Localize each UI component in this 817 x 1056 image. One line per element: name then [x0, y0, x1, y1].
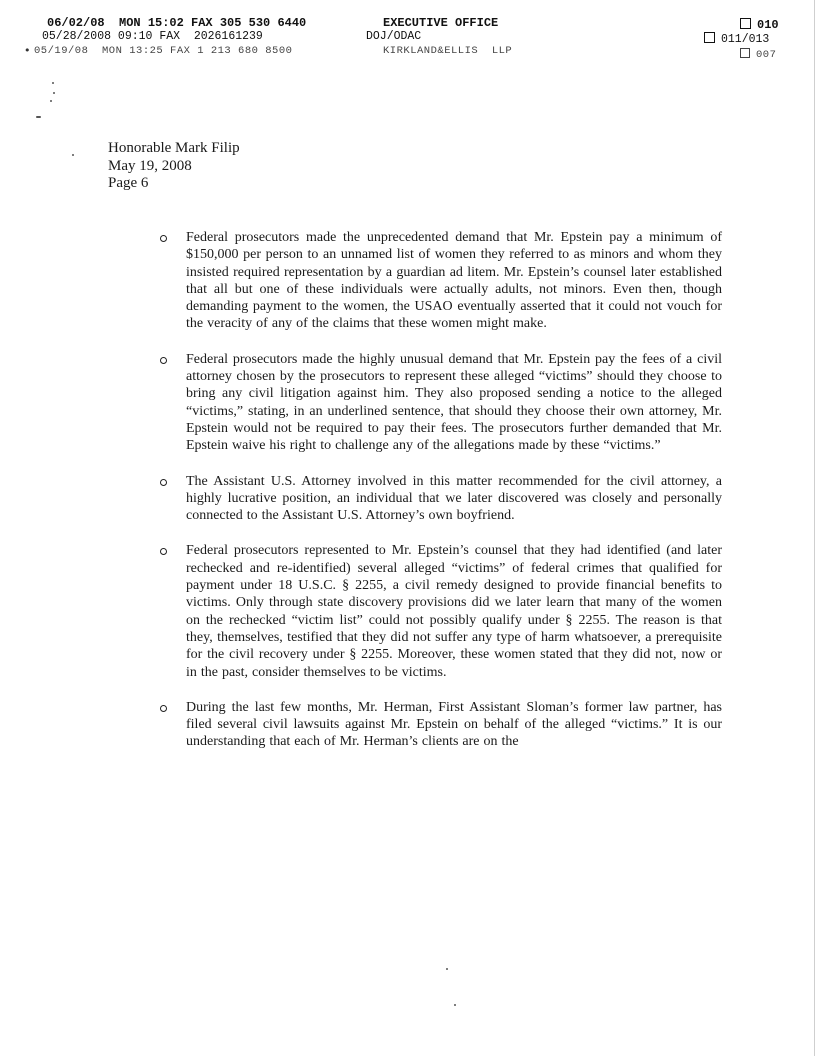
bullet-list	[160, 229, 722, 769]
fax-header-2-datetime: 05/28/2008 09:10 FAX 2026161239	[42, 30, 263, 43]
bullet-text: Federal prosecutors made the unprecedented demand that Mr. Epstein pay a minimum of $150,000 per person to an unnamed list of women they referred to as minors and whom they insisted required representation by a guardian ad litem. Mr. Epstein’s counsel later established that all but one of these individuals were actually adults, not minors. Even then, though demanding payment to the women, the USAO eventually asserted that it could not vouch for the veracity of any of the claims that these women might make.	[186, 230, 722, 332]
letter-date: May 19, 2008	[108, 157, 192, 174]
scan-speck	[446, 968, 448, 970]
scan-speck	[50, 100, 52, 102]
list-item	[160, 351, 722, 455]
list-item	[160, 473, 722, 525]
fax-page-box-icon	[704, 32, 715, 43]
fax-header-3-office: KIRKLAND&ELLIS LLP	[383, 45, 513, 57]
fax-page-box-icon	[740, 18, 751, 29]
scan-speck	[36, 116, 41, 118]
scan-speck	[52, 82, 54, 84]
fax-header-2-page: 011/013	[721, 33, 770, 46]
fax-page-box-icon	[740, 48, 750, 58]
fax-header-1-datetime: 06/02/08 MON 15:02 FAX 305 530 6440	[47, 16, 307, 30]
bullet-icon	[160, 235, 167, 242]
fax-header-3-page-group	[740, 44, 776, 62]
addressee: Honorable Mark Filip	[108, 140, 240, 156]
bullet-text: Federal prosecutors made the highly unusual demand that Mr. Epstein pay the fees of a civil attorney chosen by the prosecutors to represent these alleged “victims” should they choose to bring any civil litigation against him. They also proposed sending a notice to the alleged “victims,” stating, in an underlined sentence, that should they choose their own attorney, Mr. Epstein would not be required to pay their fees. The prosecutors further demanded that Mr. Epstein waive his right to challenge any of the allegations made by these “victims.”	[186, 351, 722, 454]
scan-speck	[72, 154, 74, 156]
fax-header-1-office: EXECUTIVE OFFICE	[383, 16, 499, 30]
scan-speck	[53, 92, 55, 94]
bullet-text: The Assistant U.S. Attorney involved in this matter recommended for the civil attorney, a highly lucrative position, an individual that we later discovered was closely and personally connected to the Assistant U.S. Attorney’s own boyfriend.	[186, 473, 722, 524]
bullet-icon	[160, 705, 167, 712]
bullet-icon	[160, 357, 167, 364]
fax-header-2-office: DOJ/ODAC	[366, 30, 422, 43]
scan-bullet-mark: •	[24, 44, 31, 57]
fax-header-1-page: 010	[757, 18, 779, 32]
bullet-icon	[160, 479, 167, 486]
letter-header	[108, 140, 240, 193]
scan-edge-line	[814, 0, 815, 1056]
list-item	[160, 542, 722, 680]
bullet-text: Federal prosecutors represented to Mr. Epstein’s counsel that they had identified (and later rechecked and re-identified) several alleged “victims” of federal crimes that qualified for payment under 18 U.S.C. § 2255, a civil remedy designed to provide financial benefits to victims. Only through state discovery provisions did we later learn that many of the women on the rechecked “victim list” could not possibly qualify under § 2255. The reason is that they, themselves, testified that they did not suffer any type of harm whatsoever, a prerequisite for the civil recovery under § 2255. Moreover, these women stated that they did not, now or in the past, consider themselves to be victims.	[186, 543, 722, 680]
list-item	[160, 699, 722, 751]
bullet-icon	[160, 548, 167, 555]
fax-header-3-page: 007	[756, 49, 777, 61]
list-item	[160, 229, 722, 333]
scan-speck	[454, 1004, 456, 1006]
page-number: Page 6	[108, 175, 149, 191]
fax-header-3-datetime: 05/19/08 MON 13:25 FAX 1 213 680 8500	[34, 45, 293, 57]
bullet-text: During the last few months, Mr. Herman, First Assistant Sloman’s former law partner, has filed several civil lawsuits against Mr. Epstein on behalf of the alleged “victims.” It is our understanding that each of Mr. Herman’s clients are on the	[186, 699, 722, 750]
